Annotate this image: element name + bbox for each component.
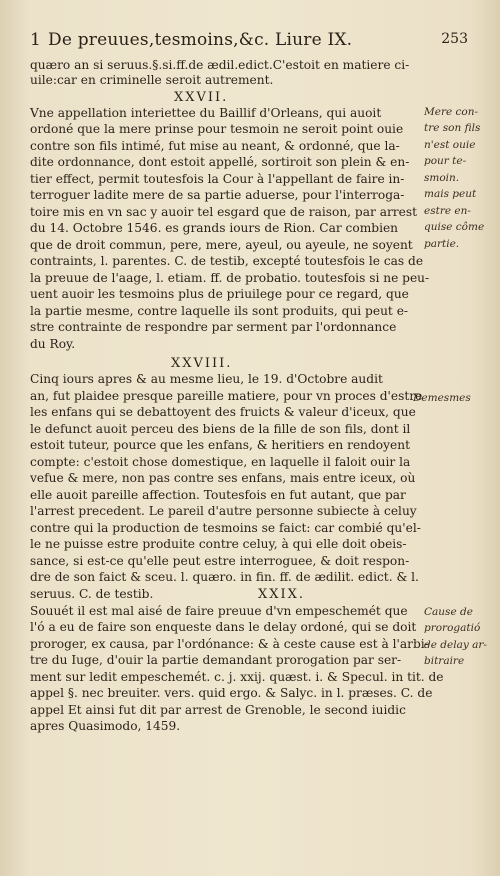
text-line: le ne puisse estre produite contre celuy, à qui elle doit obeis- (30, 537, 407, 551)
margin-note: bitraire (424, 655, 465, 667)
margin-note: Mere con- (424, 106, 479, 118)
text-line: dre de son faict & sceu. l. quæro. in fin. ff. de ædilit. edict. & l. (30, 570, 419, 584)
text-line: le defunct auoit perceu des biens de la fille de son fils, dont il (30, 422, 411, 436)
text-line: ment sur ledit empeschemét. c. j. xxij. quæst. i. & Specul. in tit. de (30, 670, 444, 684)
text-line: vefue & mere, non pas contre ses enfans, mais entre iceux, où (30, 471, 416, 485)
text-line: contre son fils intimé, fut mise au neant, & ordonné, que la- (30, 139, 400, 153)
text-line: compte: c'estoit chose domestique, en laquelle il faloit ouir la (30, 455, 411, 469)
text-line: les enfans qui se debattoyent des fruicts & valeur d'iceux, que (30, 405, 416, 419)
margin-note: n'est ouie (424, 139, 476, 151)
text-line: du 14. Octobre 1546. es grands iours de Rion. Car combien (30, 221, 399, 235)
text-line: du Roy. (30, 337, 76, 351)
text-line: stre contrainte de respondre par serment par l'ordonnance (30, 320, 397, 334)
text-line: Cinq iours apres & au mesme lieu, le 19. d'Octobre audit (30, 372, 383, 386)
text-line: seruus. C. de testib. (30, 587, 154, 601)
text-line: uent auoir les tesmoins plus de priuilege pour ce regard, que (30, 287, 409, 301)
text-line: ordoné que la mere prinse pour tesmoin ne seroit point ouie (30, 122, 404, 136)
section-heading: XXVIII. (171, 356, 233, 371)
text-line: la partie mesme, contre laquelle ils sont produits, qui peut e- (30, 304, 409, 318)
margin-note: Cause de (424, 606, 473, 618)
margin-note: de delay ar- (424, 639, 487, 651)
text-line: contre qui la production de tesmoins se faict: car combié qu'el- (30, 521, 421, 535)
text-line: appel §. nec breuiter. vers. quid ergo. & Salyc. in l. præses. C. de (30, 686, 433, 700)
text-line: apres Quasimodo, 1459. (30, 719, 181, 733)
text-line: Vne appellation interiettee du Baillif d'Orleans, qui auoit (30, 106, 382, 120)
text-line: l'ó a eu de faire son enqueste dans le delay ordoné, qui se doit (30, 620, 417, 634)
text-line: toire mis en vn sac y auoir tel esgard que de raison, par arrest (30, 205, 417, 219)
text-line: que de droit commun, pere, mere, ayeul, ou ayeule, ne soyent (30, 238, 413, 252)
text-line: Souuét il est mal aisé de faire preuue d'vn empeschemét que (30, 604, 408, 618)
page-number: 253 (441, 31, 468, 47)
text-line: dite ordonnance, dont estoit appellé, sortiroit son plein & en- (30, 155, 410, 169)
text-line: appel Et ainsi fut dit par arrest de Grenoble, le second iuidic (30, 703, 406, 717)
margin-note: mais peut (424, 188, 477, 200)
running-header (30, 30, 468, 52)
margin-note: Demesmes (413, 392, 471, 404)
margin-note: estre en- (424, 205, 471, 217)
margin-note: prorogatió (424, 622, 481, 634)
text-line: elle auoit pareille affection. Toutesfois en fut autant, que par (30, 488, 406, 502)
text-line: uile:car en criminelle seroit autrement. (30, 73, 274, 87)
text-line: terroguer ladite mere de sa partie aduerse, pour l'interroga- (30, 188, 405, 202)
margin-note: pour te- (424, 155, 467, 167)
section-heading: XXIX. (258, 587, 306, 602)
text-line: an, fut plaidee presque pareille matiere, pour vn proces d'estre (30, 389, 423, 403)
margin-note: quise côme (424, 221, 485, 233)
margin-note: smoin. (424, 172, 460, 184)
text-line: tier effect, permit toutesfois la Cour à l'appellant de faire in- (30, 172, 405, 186)
section-heading: XXVII. (174, 90, 229, 105)
text-line: proroger, ex causa, par l'ordónance: & à ceste cause est à l'arbi- (30, 637, 429, 651)
text-line: contraints, l. parentes. C. de testib, excepté toutesfois le cas de (30, 254, 424, 268)
text-line: sance, si est-ce qu'elle peut estre interroguee, & doit respon- (30, 554, 410, 568)
margin-note: partie. (424, 238, 460, 250)
text-line: l'arrest precedent. Le pareil d'autre personne subiecte à celuy (30, 504, 417, 518)
text-line: estoit tuteur, pource que les enfans, & heritiers en rendoyent (30, 438, 410, 452)
header-marker: 1 (30, 30, 41, 50)
text-line: tre du Iuge, d'ouir la partie demandant prorogation par ser- (30, 653, 402, 667)
header-title: De preuues,tesmoins,&c. Liure IX. (48, 30, 353, 50)
text-line: quæro an si seruus.§.si.ff.de ædil.edict.C'estoit en matiere ci- (30, 58, 410, 72)
margin-note: tre son fils (424, 122, 481, 134)
text-line: la preuue de l'aage, l. etiam. ff. de probatio. toutesfois si ne peu- (30, 271, 430, 285)
